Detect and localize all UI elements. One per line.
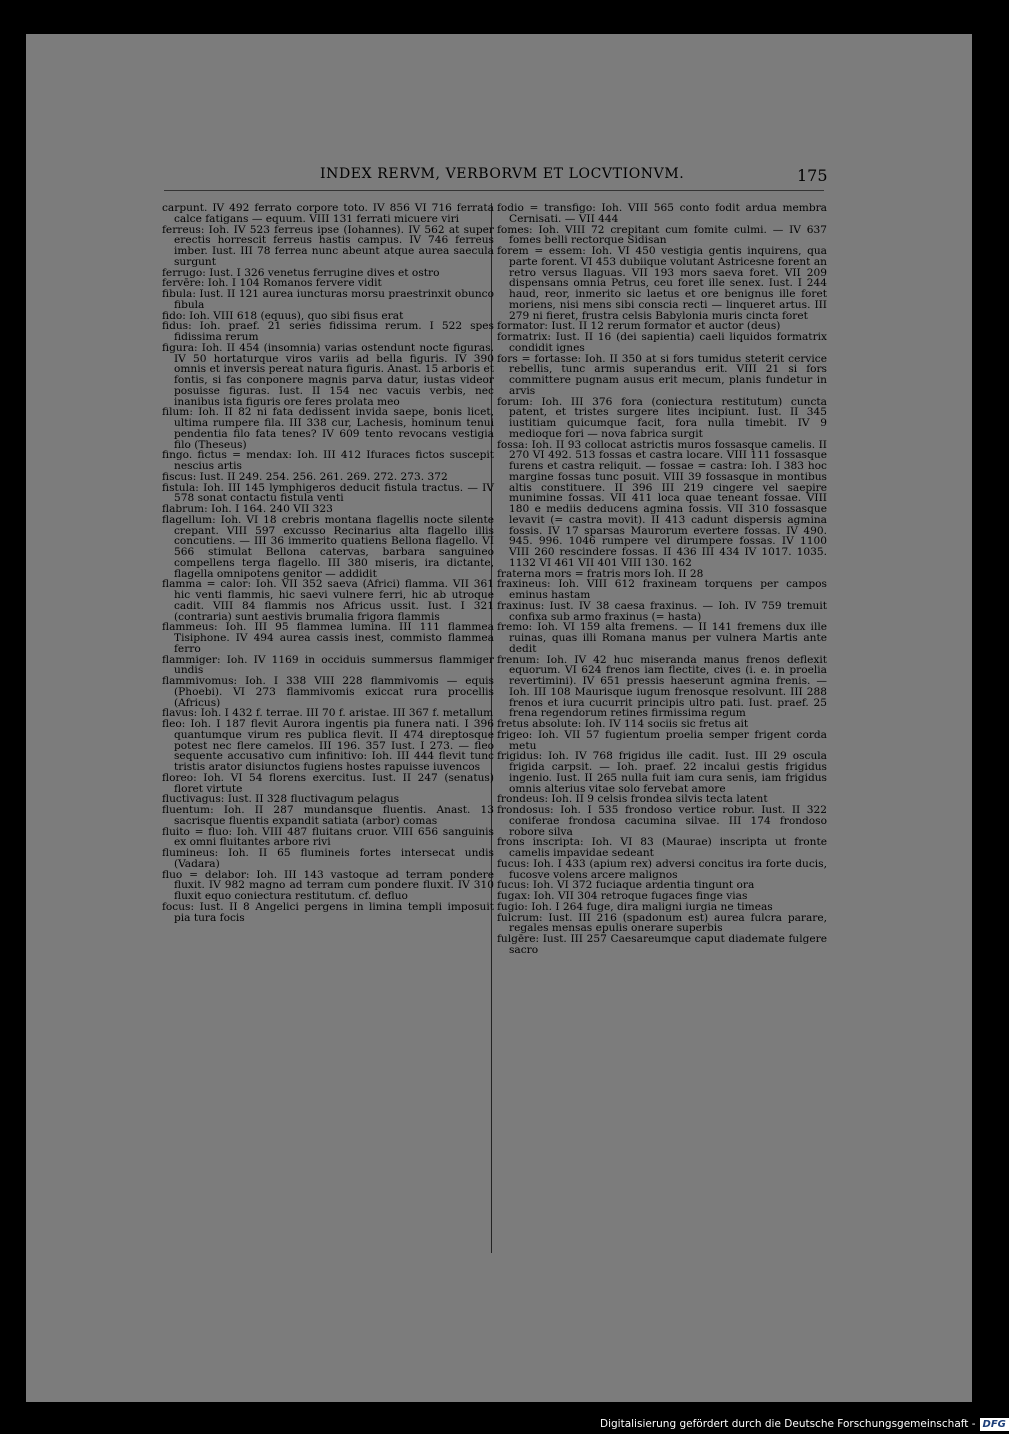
funding-footer [600,1416,1009,1432]
index-entry: fucus: Ioh. VI 372 fuciaque ardentia tingunt ora [497,879,755,892]
index-entry: flammiger: Ioh. IV 1169 in occiduis summersus flammiger undis [162,653,494,677]
page-number: 175 [797,166,828,185]
index-entry: flammivomus: Ioh. I 338 VIII 228 flammivomis — equis (Phoebi). VI 273 flammivomis exiccat rura procellis (Africus) [162,675,494,709]
index-entry: figura: Ioh. II 454 (insomnia) varias ostendunt nocte figuras. IV 50 hortaturque viros variis ad bella figuris. IV 390 omnis et inversis pereat natura figuris. Anast. 15 arboris et fontis, si fas conponere magnis parva datur, iustas videor posuisse figuras. Iust. II 154 nec vacuis verbis, nec inanibus ista figuris ore feres prolata meo [162,341,494,408]
index-entry: fingo. fictus = mendax: Ioh. III 412 Ifuraces fictos suscepit nescius artis [162,449,494,472]
index-entry: frigidus: Ioh. IV 768 frigidus ille cadit. Iust. III 29 oscula frigida carpsit. — Ioh. praef. 22 incalui gestis frigidus ingenio. Iust. II 265 nulla fuit iam cura senis, iam frigidus omnis alterius vitae solo fervebat amore [497,750,827,795]
index-entry: fugio: Ioh. I 264 fuge, dira maligni iurgia ne timeas [497,900,773,913]
index-entry: frigeo: Ioh. VII 57 fugientum proelia semper frigent corda metu [497,728,827,752]
index-entry: formator: Iust. II 12 rerum formator et auctor (deus) [497,320,781,333]
index-entry: flamma = calor: Ioh. VII 352 saeva (Africi) flamma. VII 361 hic venti flammis, hic saevi vulnere ferri, hic ab utroque cadit. VIII 84 flammis nos Africus ussit. Iust. I 321 (contraria) sunt aestivis brumalia frigora flammis [162,578,494,623]
index-entry: fleo: Ioh. I 187 flevit Aurora ingentis pia funera nati. I 396 quantumque virum res publica flevit. II 474 direptosque potest nec flere camelos. III 196. 357 Iust. I 273. — fleo sequente accusativo cum infinitivo: Ioh. III 444 flevit tunc tristis arator disiunctos fugiens hostes rapuisse iuvencos [162,718,494,773]
index-entry: ferreus: Ioh. IV 523 ferreus ipse (Iohannes). IV 562 at super erectis horrescit ferreus hastis campus. IV 746 ferreus imber. Iust. III 78 ferrea nunc abeunt atque aurea saecula surgunt [162,223,494,268]
index-entry: frons inscripta: Ioh. VI 83 (Maurae) inscripta ut fronte camelis impavidae sedeant [497,836,827,859]
index-entry: ferrugo: Iust. I 326 venetus ferrugine dives et ostro [162,266,440,279]
funding-note: Digitalisierung gefördert durch die Deutsche Forschungsgemeinschaft - [600,1418,976,1430]
index-entry: fiscus: Iust. II 249. 254. 256. 261. 269. 272. 273. 372 [162,470,448,483]
index-entry: fomes: Ioh. VIII 72 crepitant cum fomite culmi. — IV 637 fomes belli rectorque Sidisan [497,223,827,247]
index-column-right [497,203,827,956]
page-title: INDEX RERVM, VERBORVM ET LOCVTIONVM. [320,166,685,182]
index-entry: fraxineus: Ioh. VIII 612 fraxineam torquens per campos eminus hastam [497,578,827,601]
index-entry: carpunt. IV 492 ferrato corpore toto. IV 856 VI 716 ferrata calce fatigans — equum. VIII 131 ferrati micuere viri [162,202,494,225]
index-entry: floreo: Ioh. VI 54 florens exercitus. Iust. II 247 (senatus) floret virtute [162,771,494,795]
dfg-logo-icon: DFG [980,1418,1009,1431]
index-entry: fodio = transfigo: Ioh. VIII 565 conto fodit ardua membra Cernisati. — VII 444 [497,202,827,225]
index-entry: fremo: Ioh. VI 159 alta fremens. — II 141 fremens dux ille ruinas, quas illi Romana manus per vulnera Martis ante dedit [497,621,827,655]
index-entry: fraxinus: Iust. IV 38 caesa fraxinus. — Ioh. IV 759 tremuit confixa sub armo fraxinus (= hasta) [497,599,827,623]
index-entry: flagellum: Ioh. VI 18 crebris montana flagellis nocte silente crepant. VIII 597 excusso Recinarius alta flagello illis concutiens. — III 36 immerito quatiens Bellona flagello. VI 566 stimulat Bellona catervas, barbara sanguineo compellens terga flagello. III 380 miseris, ira dictante, flagella omnipotens genitor — addidit [162,513,494,580]
index-entry: forem = essem: Ioh. VI 450 vestigia gentis inquirens, qua parte forent. VI 453 dubiique volutant Astricesne forent an retro versus Ilaguas. VII 193 mors saeva foret. VII 209 dispensans omnia Petrus, ceu foret ille senex. Iust. I 244 haud, reor, inmerito sic laetus et ore benignus ille foret moriens, nisi mens sibi conscia recti — linqueret artus. III 279 ni fieret, frustra celsis Babylonia muris cincta foret [497,245,827,322]
index-entry: fretus absolute: Ioh. IV 114 sociis sic fretus ait [497,718,749,730]
index-entry: forum: Ioh. III 376 fora (coniectura restitutum) cuncta patent, et tristes surgere lites incipiunt. Iust. II 345 iustitiam quicumque facit, fora nulla timebit. IV 9 medioque fori — nova fabrica surgit [497,395,827,440]
index-entry: fugax: Ioh. VII 304 retroque fugaces finge vias [497,890,748,902]
index-entry: frondosus: Ioh. I 535 frondoso vertice robur. Iust. II 322 coniferae frondosa cacumina silvae. III 174 frondoso robore silva [497,804,827,838]
index-entry: frondeus: Ioh. II 9 celsis frondea silvis tecta latent [497,793,768,806]
index-entry: fluo = delabor: Ioh. III 143 vastoque ad terram pondere fluxit. IV 982 magno ad terram cum pondere fluxit. IV 310 fluxit equo coniectura restitutum. cf. defluo [162,868,494,902]
index-entry: fistula: Ioh. III 145 lymphigeros deducit fistula tractus. — IV 578 sonat contactu fistula venti [162,481,494,505]
index-entry: fidus: Ioh. praef. 21 series fidissima rerum. I 522 spes fidissima rerum [162,320,494,343]
index-entry: frenum: Ioh. IV 42 huc miseranda manus frenos deflexit equorum. VI 624 frenos iam flectite, cives (i. e. in proelia revertimini). IV 651 pressis haeserunt agmina frenis. — Ioh. III 108 Maurisque iugum frenosque resolvunt. III 288 frenos et iura cucurrit principis ultro pati. Iust. praef. 25 frena regendorum retines firmissima regum [497,653,827,720]
index-entry: fluentum: Ioh. II 287 mundansque fluentis. Anast. 13 sacrisque fluentis expandit satiata (arbor) comas [162,804,494,827]
index-entry: fluito = fluo: Ioh. VIII 487 fluitans cruor. VIII 656 sanguinis ex omni fluitantes arbore rivi [162,825,494,849]
header-rule [164,190,824,191]
index-entry: focus: Iust. II 8 Angelici pergens in limina templi imposuit pia tura focis [162,900,494,924]
index-entry: fors = fortasse: Ioh. II 350 at si fors tumidus steterit cervice rebellis, tunc armis superandus erit. VIII 21 si fors committere pugnam ausus erit mecum, planis fundetur in arvis [497,352,827,397]
index-entry: formatrix: Iust. II 16 (dei sapientia) caeli liquidos formatrix condidit ignes [497,331,827,354]
index-entry: flabrum: Ioh. I 164. 240 VII 323 [162,503,333,515]
index-entry: fucus: Ioh. I 433 (apium rex) adversi concitus ira forte ducis, fucosve volens arcere malignos [497,857,827,881]
index-entry: fervēre: Ioh. I 104 Romanos fervere vidit [162,277,382,290]
index-entry: fibula: Iust. II 121 aurea iuncturas morsu praestrinxit obunco fibula [162,288,494,311]
index-entry: fulgēre: Iust. III 257 Caesareumque caput diademate fulgere sacro [497,933,827,956]
index-entry: fluctivagus: Iust. II 328 fluctivagum pelagus [162,793,400,806]
index-entry: flammeus: Ioh. III 95 flammea lumina. III 111 flammea Tisiphone. IV 494 aurea cassis inest, commisto flammea ferro [162,621,494,655]
index-entry: fulcrum: Iust. III 216 (spadonum est) aurea fulcra parare, regales mensas epulis onerare superbis [497,911,827,935]
index-column-left [162,203,494,923]
index-entry: fossa: Ioh. II 93 collocat astrictis muros fossasque camelis. II 270 VI 492. 513 fossas et castra locare. VIII 111 fossasque furens et castra reliquit. — fossae = castra: Ioh. I 383 hoc margine fossas tunc posuit. VIII 39 fossasque in montibus altis constituere. II 396 III 219 cingere vel saepire munimine fossas. VII 411 loca quae teneant fossae. VIII 180 e mediis deducens agmina fossis. VII 310 fossasque levavit (= castra movit). II 413 cadunt dispersis agmina fossis. IV 17 sparsas Maurorum evertere fossas. IV 490. 945. 996. 1046 rumpere vel dirumpere fossas. IV 1100 VIII 260 rescindere fossas. II 436 III 434 IV 1017. 1035. 1132 VI 461 VII 401 VIII 130. 162 [497,438,827,569]
index-entry: fraterna mors = fratris mors Ioh. II 28 [497,567,704,580]
index-entry: fido: Ioh. VIII 618 (equus), quo sibi fisus erat [162,309,404,322]
index-entry: flumineus: Ioh. II 65 flumineis fortes intersecat undis (Vadara) [162,847,494,870]
index-entry: flavus: Ioh. I 432 f. terrae. III 70 f. aristae. III 367 f. metallum [162,707,494,720]
index-entry: filum: Ioh. II 82 ni fata dedissent invida saepe, bonis licet, ultima rumpere fila. III 338 cur, Lachesis, hominum tenui pendentia filo fata tenes? IV 609 tento revocans vestigia filo (Theseus) [162,406,494,451]
